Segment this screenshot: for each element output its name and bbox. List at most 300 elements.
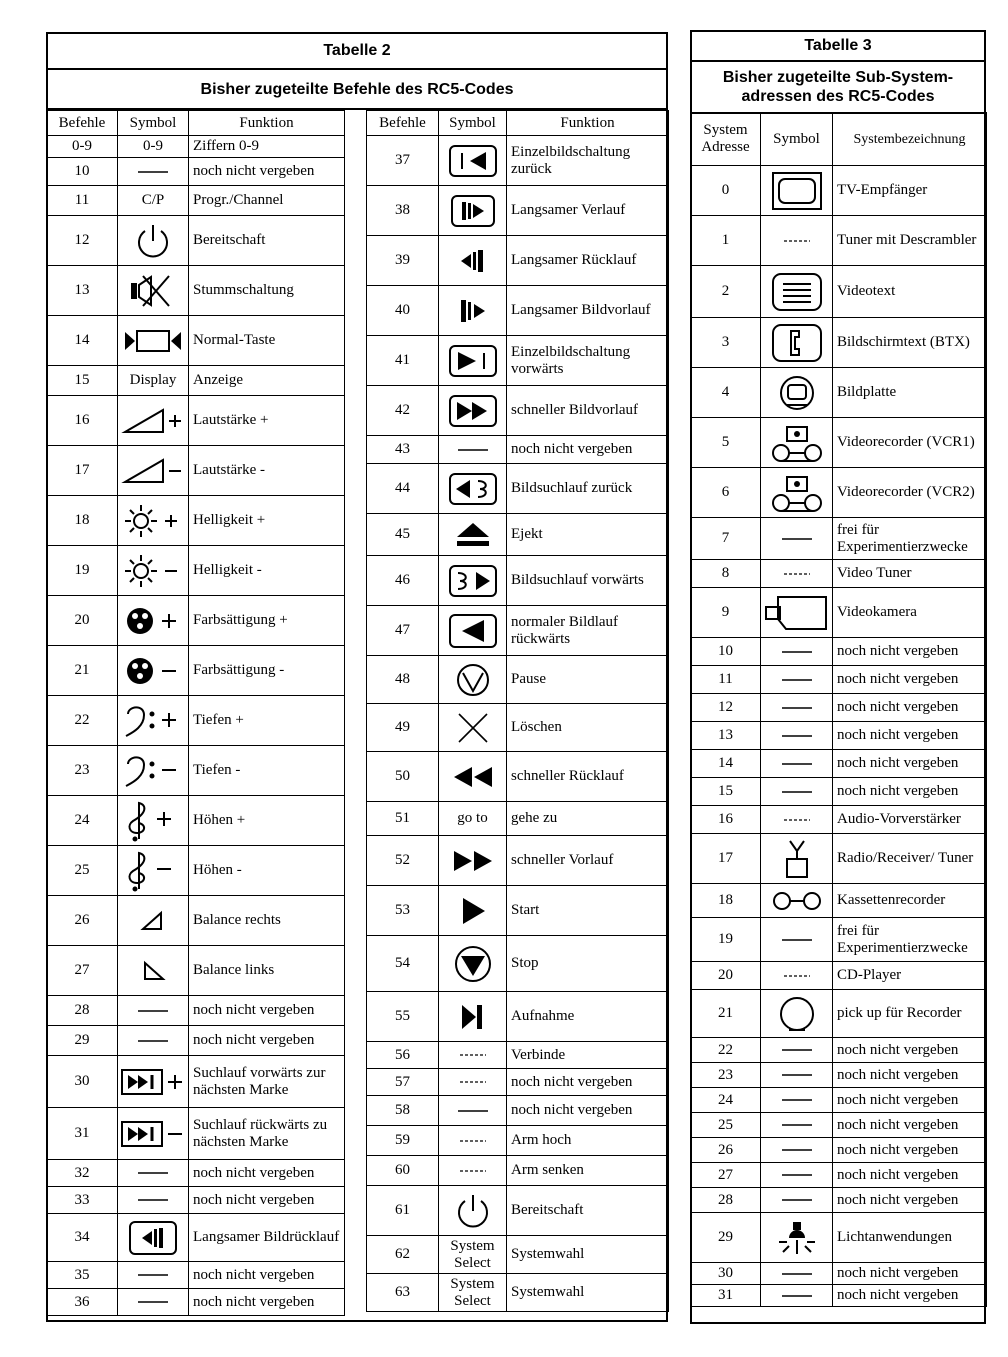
table-row bbox=[367, 1274, 669, 1312]
symbol-label: System Select bbox=[450, 1237, 495, 1271]
symbol-cell bbox=[761, 266, 833, 318]
symbol-cell bbox=[761, 834, 833, 884]
row-number: 14 bbox=[691, 750, 761, 778]
row-number: 37 bbox=[367, 136, 439, 186]
symbol-cell bbox=[439, 186, 507, 236]
table-row bbox=[47, 596, 345, 646]
tabelle-2-subtitle: Bisher zugeteilte Befehle des RC5-Codes bbox=[48, 70, 666, 110]
symbol-cell bbox=[118, 1056, 189, 1108]
treble-minus-icon bbox=[118, 849, 188, 893]
dash-icon bbox=[118, 1038, 188, 1044]
function-text: Langsamer Rücklauf bbox=[507, 236, 669, 286]
function-text: noch nicht vergeben bbox=[833, 1113, 987, 1138]
slow-forward-boxed-icon bbox=[439, 194, 506, 228]
table-row bbox=[691, 216, 987, 266]
function-text: Video Tuner bbox=[833, 560, 987, 588]
table-row bbox=[367, 464, 669, 514]
symbol-cell bbox=[761, 418, 833, 468]
function-text: noch nicht vergeben bbox=[189, 996, 345, 1026]
dash-icon bbox=[761, 1072, 832, 1078]
fast-forward-boxed-icon bbox=[439, 394, 506, 428]
row-number: 18 bbox=[691, 884, 761, 918]
table-row bbox=[691, 1088, 987, 1113]
symbol-cell bbox=[118, 396, 189, 446]
function-text: noch nicht vergeben bbox=[833, 1188, 987, 1213]
dash-icon bbox=[761, 1122, 832, 1128]
table-row bbox=[47, 316, 345, 366]
table-row bbox=[367, 236, 669, 286]
function-text: noch nicht vergeben bbox=[189, 1262, 345, 1289]
table-row bbox=[47, 136, 345, 158]
dash-icon bbox=[439, 1108, 506, 1114]
symbol-text bbox=[439, 1274, 507, 1312]
radio-icon bbox=[761, 837, 832, 881]
symbol-cell bbox=[761, 1285, 833, 1307]
symbol-cell bbox=[761, 518, 833, 560]
single-frame-back-icon bbox=[439, 144, 506, 178]
function-text: noch nicht vergeben bbox=[507, 1096, 669, 1126]
symbol-cell bbox=[439, 1126, 507, 1156]
symbol-cell bbox=[118, 696, 189, 746]
function-text: pick up für Recorder bbox=[833, 990, 987, 1038]
row-number: 32 bbox=[47, 1160, 118, 1187]
symbol-cell bbox=[761, 722, 833, 750]
table-row bbox=[367, 992, 669, 1042]
table-row bbox=[47, 1056, 345, 1108]
row-number: 62 bbox=[367, 1236, 439, 1274]
function-text: noch nicht vergeben bbox=[833, 1038, 987, 1063]
header-funktion: Funktion bbox=[189, 111, 345, 136]
table-row bbox=[691, 1285, 987, 1307]
row-number: 40 bbox=[367, 286, 439, 336]
row-number: 29 bbox=[47, 1026, 118, 1056]
row-number: 17 bbox=[691, 834, 761, 884]
row-number: 42 bbox=[367, 386, 439, 436]
symbol-cell bbox=[761, 1188, 833, 1213]
row-number: 7 bbox=[691, 518, 761, 560]
table-row bbox=[691, 318, 987, 368]
function-text: Bereitschaft bbox=[189, 216, 345, 266]
function-text: Verbinde bbox=[507, 1042, 669, 1069]
row-number: 36 bbox=[47, 1289, 118, 1316]
function-text: Arm hoch bbox=[507, 1126, 669, 1156]
function-text: Bildplatte bbox=[833, 368, 987, 418]
function-text: noch nicht vergeben bbox=[833, 750, 987, 778]
table-row bbox=[367, 1236, 669, 1274]
symbol-cell bbox=[118, 158, 189, 186]
row-number: 61 bbox=[367, 1186, 439, 1236]
bass-minus-icon bbox=[118, 752, 188, 790]
row-number: 52 bbox=[367, 836, 439, 886]
table-row bbox=[367, 556, 669, 606]
row-number: 23 bbox=[47, 746, 118, 796]
row-number: 53 bbox=[367, 886, 439, 936]
table-row bbox=[47, 496, 345, 546]
function-text: Einzelbildschaltung vorwärts bbox=[507, 336, 669, 386]
function-text: noch nicht vergeben bbox=[189, 158, 345, 186]
table-row bbox=[691, 1163, 987, 1188]
dashed-icon bbox=[439, 1168, 506, 1174]
bass-plus-icon bbox=[118, 702, 188, 740]
table-row bbox=[691, 1213, 987, 1263]
function-text: Progr./Channel bbox=[189, 186, 345, 216]
function-text: Höhen + bbox=[189, 796, 345, 846]
row-number: 59 bbox=[367, 1126, 439, 1156]
function-text: Lautstärke - bbox=[189, 446, 345, 496]
dashed-icon bbox=[761, 973, 832, 979]
function-text: noch nicht vergeben bbox=[833, 638, 987, 666]
pickup-icon bbox=[761, 994, 832, 1034]
table-row bbox=[691, 750, 987, 778]
color-plus-icon bbox=[118, 604, 188, 638]
symbol-cell bbox=[439, 656, 507, 704]
play-icon bbox=[439, 896, 506, 926]
color-minus-icon bbox=[118, 654, 188, 688]
row-number: 21 bbox=[47, 646, 118, 696]
function-text: Bereitschaft bbox=[507, 1186, 669, 1236]
row-number: 16 bbox=[47, 396, 118, 446]
dash-icon bbox=[118, 169, 188, 175]
tabelle-3-subtitle-line2: adressen des RC5-Codes bbox=[741, 88, 935, 105]
symbol-cell bbox=[118, 1289, 189, 1316]
dash-icon bbox=[761, 1097, 832, 1103]
normal-rewind-icon bbox=[439, 613, 506, 649]
row-number: 26 bbox=[691, 1138, 761, 1163]
function-text: Videorecorder (VCR1) bbox=[833, 418, 987, 468]
function-text: Normal-Taste bbox=[189, 316, 345, 366]
table-row bbox=[367, 886, 669, 936]
table-row bbox=[367, 136, 669, 186]
symbol-text bbox=[118, 136, 189, 158]
volume-minus-icon bbox=[118, 456, 188, 486]
symbol-cell bbox=[439, 386, 507, 436]
symbol-text bbox=[118, 186, 189, 216]
row-number: 33 bbox=[47, 1187, 118, 1214]
dash-icon bbox=[761, 937, 832, 943]
tabelle-2-left-table bbox=[46, 110, 345, 1316]
table-row bbox=[691, 468, 987, 518]
videocamera-icon bbox=[761, 593, 832, 633]
row-number: 25 bbox=[691, 1113, 761, 1138]
function-text: noch nicht vergeben bbox=[507, 1069, 669, 1096]
table-row bbox=[367, 436, 669, 464]
table-row bbox=[691, 694, 987, 722]
function-text: Kassettenrecorder bbox=[833, 884, 987, 918]
row-number: 13 bbox=[47, 266, 118, 316]
table-row bbox=[691, 1263, 987, 1285]
tabelle-2-title: Tabelle 2 bbox=[48, 34, 666, 70]
row-number: 29 bbox=[691, 1213, 761, 1263]
normal-key-icon bbox=[118, 327, 188, 355]
table-row bbox=[47, 366, 345, 396]
symbol-cell bbox=[761, 1163, 833, 1188]
row-number: 13 bbox=[691, 722, 761, 750]
symbol-cell bbox=[761, 666, 833, 694]
row-number: 12 bbox=[47, 216, 118, 266]
function-text: noch nicht vergeben bbox=[833, 1163, 987, 1188]
fast-rewind-icon bbox=[439, 765, 506, 789]
symbol-cell bbox=[761, 318, 833, 368]
dash-icon bbox=[761, 536, 832, 542]
row-number: 8 bbox=[691, 560, 761, 588]
dash-icon bbox=[761, 1047, 832, 1053]
dash-icon bbox=[761, 1271, 832, 1277]
function-text: noch nicht vergeben bbox=[833, 1088, 987, 1113]
function-text: Videorecorder (VCR2) bbox=[833, 468, 987, 518]
function-text: noch nicht vergeben bbox=[507, 436, 669, 464]
dashed-icon bbox=[761, 817, 832, 823]
symbol-cell bbox=[439, 1069, 507, 1096]
row-number: 0-9 bbox=[47, 136, 118, 158]
symbol-cell bbox=[439, 752, 507, 802]
function-text: Farbsättigung - bbox=[189, 646, 345, 696]
symbol-cell bbox=[761, 1063, 833, 1088]
row-number: 63 bbox=[367, 1274, 439, 1312]
dash-icon bbox=[118, 1008, 188, 1014]
symbol-cell bbox=[118, 1160, 189, 1187]
table-row bbox=[47, 746, 345, 796]
table-row bbox=[367, 704, 669, 752]
function-text: Balance links bbox=[189, 946, 345, 996]
table-row bbox=[691, 368, 987, 418]
eject-icon bbox=[439, 520, 506, 550]
function-text: noch nicht vergeben bbox=[189, 1289, 345, 1316]
function-text: Langsamer Bildrücklauf bbox=[189, 1214, 345, 1262]
brightness-plus-icon bbox=[118, 503, 188, 539]
header-befehle: Befehle bbox=[47, 111, 118, 136]
picture-search-forward-icon bbox=[439, 564, 506, 598]
symbol-cell bbox=[439, 464, 507, 514]
row-number: 41 bbox=[367, 336, 439, 386]
row-number: 18 bbox=[47, 496, 118, 546]
dash-icon bbox=[761, 705, 832, 711]
row-number: 30 bbox=[691, 1263, 761, 1285]
row-number: 27 bbox=[47, 946, 118, 996]
symbol-cell bbox=[118, 646, 189, 696]
function-text: Videotext bbox=[833, 266, 987, 318]
symbol-cell bbox=[761, 1038, 833, 1063]
table-row bbox=[367, 1069, 669, 1096]
function-text: Start bbox=[507, 886, 669, 936]
dash-icon bbox=[761, 1293, 832, 1299]
cassette-icon bbox=[761, 889, 832, 913]
symbol-cell bbox=[439, 514, 507, 556]
table-row bbox=[47, 186, 345, 216]
table-row bbox=[367, 336, 669, 386]
row-number: 6 bbox=[691, 468, 761, 518]
symbol-cell bbox=[761, 1263, 833, 1285]
table-row bbox=[367, 514, 669, 556]
dash-icon bbox=[761, 761, 832, 767]
mute-icon bbox=[118, 272, 188, 310]
table-row bbox=[47, 896, 345, 946]
row-number: 50 bbox=[367, 752, 439, 802]
symbol-cell bbox=[761, 1113, 833, 1138]
symbol-cell bbox=[761, 216, 833, 266]
row-number: 57 bbox=[367, 1069, 439, 1096]
symbol-cell bbox=[761, 560, 833, 588]
table-row bbox=[691, 638, 987, 666]
table-row bbox=[691, 806, 987, 834]
table-row bbox=[367, 186, 669, 236]
function-text: Videokamera bbox=[833, 588, 987, 638]
power-icon bbox=[439, 1191, 506, 1231]
symbol-label: go to bbox=[457, 810, 488, 826]
row-number: 20 bbox=[691, 962, 761, 990]
function-text: Balance rechts bbox=[189, 896, 345, 946]
symbol-cell bbox=[439, 606, 507, 656]
function-text: Einzelbildschaltung zurück bbox=[507, 136, 669, 186]
table-row bbox=[47, 1289, 345, 1316]
row-number: 45 bbox=[367, 514, 439, 556]
clear-icon bbox=[439, 711, 506, 745]
header-symbol: Symbol bbox=[761, 113, 833, 166]
row-number: 16 bbox=[691, 806, 761, 834]
symbol-label: C/P bbox=[141, 192, 165, 208]
symbol-label: System Select bbox=[450, 1275, 495, 1309]
symbol-cell bbox=[761, 990, 833, 1038]
symbol-cell bbox=[118, 796, 189, 846]
function-text: Audio-Vorverstärker bbox=[833, 806, 987, 834]
search-next-plus-icon bbox=[118, 1067, 188, 1097]
row-number: 25 bbox=[47, 846, 118, 896]
function-text: Helligkeit + bbox=[189, 496, 345, 546]
row-number: 56 bbox=[367, 1042, 439, 1069]
row-number: 47 bbox=[367, 606, 439, 656]
dash-icon bbox=[761, 733, 832, 739]
row-number: 38 bbox=[367, 186, 439, 236]
function-text: frei für Experimentierzwecke bbox=[833, 918, 987, 962]
tabelle-3-subtitle-line1: Bisher zugeteilte Sub-System- bbox=[722, 69, 954, 86]
table-row bbox=[367, 836, 669, 886]
slow-forward-icon bbox=[439, 296, 506, 326]
row-number: 21 bbox=[691, 990, 761, 1038]
function-text: noch nicht vergeben bbox=[833, 722, 987, 750]
function-text: normaler Bildlauf rückwärts bbox=[507, 606, 669, 656]
table-row bbox=[47, 1108, 345, 1160]
symbol-cell bbox=[761, 588, 833, 638]
row-number: 31 bbox=[47, 1108, 118, 1160]
table-row bbox=[47, 796, 345, 846]
row-number: 39 bbox=[367, 236, 439, 286]
symbol-cell bbox=[118, 846, 189, 896]
table-row bbox=[47, 996, 345, 1026]
symbol-cell bbox=[118, 596, 189, 646]
function-text: Aufnahme bbox=[507, 992, 669, 1042]
row-number: 46 bbox=[367, 556, 439, 606]
dashed-icon bbox=[439, 1138, 506, 1144]
function-text: noch nicht vergeben bbox=[833, 1063, 987, 1088]
symbol-cell bbox=[761, 778, 833, 806]
row-number: 1 bbox=[691, 216, 761, 266]
row-number: 48 bbox=[367, 656, 439, 704]
table-row bbox=[691, 778, 987, 806]
symbol-cell bbox=[118, 896, 189, 946]
tabelle-3-subtitle bbox=[692, 62, 984, 114]
tabelle-2-right-table bbox=[366, 110, 669, 1312]
symbol-cell bbox=[118, 496, 189, 546]
header-system-adresse: System Adresse bbox=[691, 113, 761, 166]
function-text: Tiefen - bbox=[189, 746, 345, 796]
symbol-cell bbox=[439, 992, 507, 1042]
slow-rewind-icon bbox=[439, 246, 506, 276]
table-row bbox=[691, 560, 987, 588]
function-text: schneller Bildvorlauf bbox=[507, 386, 669, 436]
row-number: 60 bbox=[367, 1156, 439, 1186]
table-row bbox=[47, 1187, 345, 1214]
table-row bbox=[47, 696, 345, 746]
row-number: 19 bbox=[47, 546, 118, 596]
picture-search-back-icon bbox=[439, 472, 506, 506]
dash-icon bbox=[761, 649, 832, 655]
dash-icon bbox=[118, 1272, 188, 1278]
symbol-cell bbox=[118, 316, 189, 366]
dash-icon bbox=[761, 1147, 832, 1153]
symbol-cell bbox=[118, 216, 189, 266]
row-number: 30 bbox=[47, 1056, 118, 1108]
symbol-text bbox=[439, 802, 507, 836]
table-row bbox=[47, 1160, 345, 1187]
table-row bbox=[47, 846, 345, 896]
row-number: 15 bbox=[47, 366, 118, 396]
function-text: Anzeige bbox=[189, 366, 345, 396]
symbol-cell bbox=[118, 746, 189, 796]
row-number: 51 bbox=[367, 802, 439, 836]
brightness-minus-icon bbox=[118, 553, 188, 589]
power-icon bbox=[118, 221, 188, 261]
symbol-cell bbox=[761, 918, 833, 962]
symbol-text bbox=[439, 1236, 507, 1274]
table-row bbox=[691, 990, 987, 1038]
record-icon bbox=[439, 1002, 506, 1032]
table-row bbox=[691, 418, 987, 468]
row-number: 0 bbox=[691, 166, 761, 216]
symbol-text bbox=[118, 366, 189, 396]
header-befehle: Befehle bbox=[367, 111, 439, 136]
header-funktion: Funktion bbox=[507, 111, 669, 136]
table-row bbox=[367, 656, 669, 704]
table-row bbox=[691, 722, 987, 750]
symbol-cell bbox=[118, 1214, 189, 1262]
function-text: noch nicht vergeben bbox=[833, 778, 987, 806]
table-row bbox=[47, 946, 345, 996]
table-row bbox=[47, 158, 345, 186]
row-number: 5 bbox=[691, 418, 761, 468]
row-number: 17 bbox=[47, 446, 118, 496]
symbol-cell bbox=[439, 1156, 507, 1186]
function-text: Suchlauf vorwärts zur nächsten Marke bbox=[189, 1056, 345, 1108]
function-text: Radio/Receiver/ Tuner bbox=[833, 834, 987, 884]
balance-right-icon bbox=[118, 909, 188, 933]
row-number: 3 bbox=[691, 318, 761, 368]
function-text: Bildschirmtext (BTX) bbox=[833, 318, 987, 368]
row-number: 15 bbox=[691, 778, 761, 806]
dash-icon bbox=[761, 789, 832, 795]
slow-rewind-boxed-icon bbox=[118, 1220, 188, 1256]
dash-icon bbox=[439, 447, 506, 453]
table-row bbox=[691, 1038, 987, 1063]
videotext-icon bbox=[761, 272, 832, 312]
function-text: frei für Experimentierzwecke bbox=[833, 518, 987, 560]
symbol-cell bbox=[118, 946, 189, 996]
symbol-cell bbox=[761, 1213, 833, 1263]
table-row bbox=[367, 752, 669, 802]
dash-icon bbox=[118, 1197, 188, 1203]
symbol-cell bbox=[118, 996, 189, 1026]
symbol-cell bbox=[439, 556, 507, 606]
dash-icon bbox=[118, 1170, 188, 1176]
dash-icon bbox=[761, 677, 832, 683]
